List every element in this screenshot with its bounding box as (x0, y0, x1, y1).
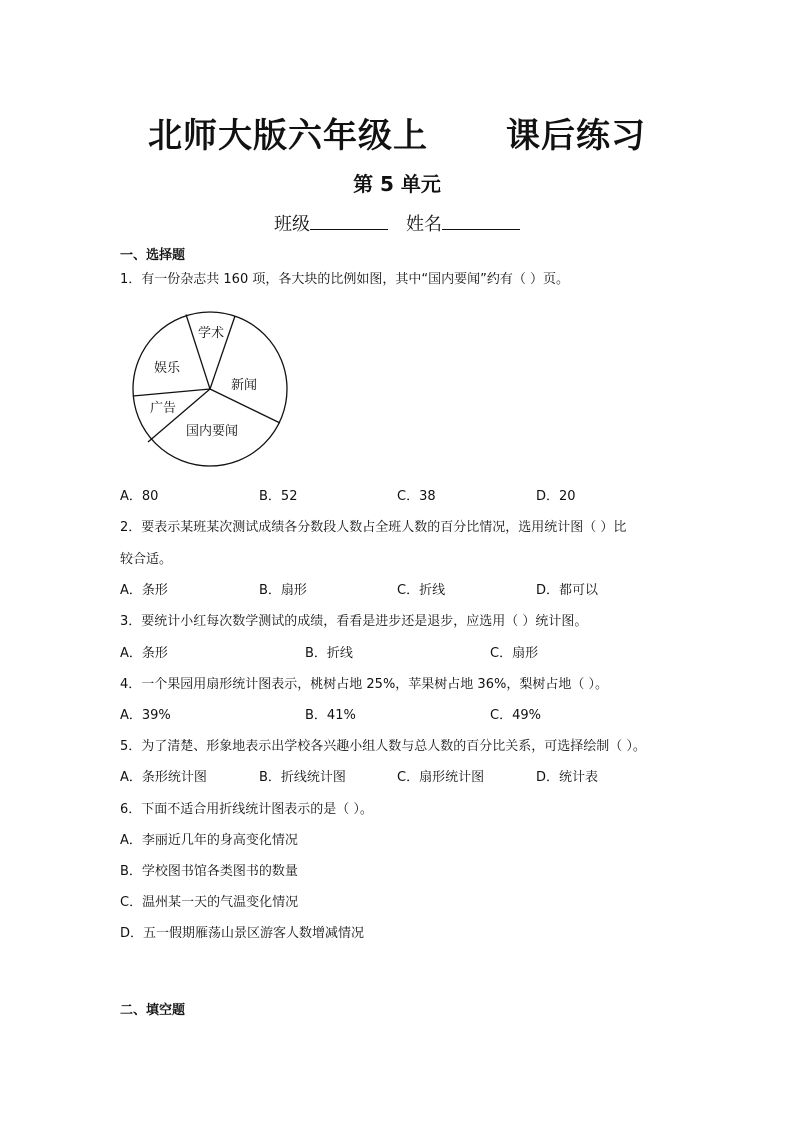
class-label: 班级 (274, 214, 310, 235)
q5-option-c[interactable]: C．扇形统计图 (397, 770, 485, 785)
q3-option-a[interactable]: A．条形 (120, 646, 168, 661)
question-1: 1．有一份杂志共 160 项，各大块的比例如图，其中“国内要闻”约有（ ）页。 (120, 272, 569, 287)
q5-option-d[interactable]: D．统计表 (536, 770, 599, 785)
title-right: 课后练习 (506, 116, 646, 156)
q5-option-a[interactable]: A．条形统计图 (120, 770, 207, 785)
q6-option-a[interactable]: A．李丽近几年的身高变化情况 (120, 833, 298, 848)
pie-label-news: 新闻 (231, 378, 258, 393)
q2-option-c[interactable]: C．折线 (397, 583, 446, 598)
question-2-line-1: 2．要表示某班某次测试成绩各分数段人数占全班人数的百分比情况，选用统计图（ ）比 (120, 520, 627, 535)
q4-option-b[interactable]: B．41% (305, 708, 356, 723)
question-4: 4．一个果园用扇形统计图表示，桃树占地 25%，苹果树占地 36%，梨树占地（ ）。 (120, 677, 608, 692)
question-5: 5．为了清楚、形象地表示出学校各兴趣小组人数与总人数的百分比关系，可选择绘制（ ）。 (120, 739, 646, 754)
q4-option-c[interactable]: C．49% (490, 708, 541, 723)
pie-label-academic: 学术 (198, 326, 225, 341)
q6-option-c[interactable]: C．温州某一天的气温变化情况 (120, 895, 299, 910)
name-blank[interactable] (442, 211, 520, 230)
question-2-line-2: 较合适。 (120, 552, 173, 567)
pie-divider-5 (133, 389, 210, 396)
section-choice-heading: 一、选择题 (120, 248, 186, 263)
class-name-line (0, 210, 794, 236)
unit-subtitle: 第 5 单元 (353, 172, 441, 196)
q6-option-d[interactable]: D．五一假期雁荡山景区游客人数增减情况 (120, 926, 365, 941)
question-6: 6．下面不适合用折线统计图表示的是（ ）。 (120, 802, 373, 817)
q4-option-a[interactable]: A．39% (120, 708, 171, 723)
q3-option-b[interactable]: B．折线 (305, 646, 353, 661)
q1-option-b[interactable]: B．52 (259, 489, 298, 504)
q1-option-d[interactable]: D．20 (536, 489, 576, 504)
pie-label-ads: 广告 (150, 401, 177, 416)
q1-option-c[interactable]: C．38 (397, 489, 436, 504)
section-fill-heading: 二、填空题 (120, 1003, 186, 1018)
q3-option-c[interactable]: C．扇形 (490, 646, 539, 661)
q6-option-b[interactable]: B．学校图书馆各类图书的数量 (120, 864, 298, 879)
question-3: 3．要统计小红每次数学测试的成绩，看看是进步还是退步，应选用（ ）统计图。 (120, 614, 588, 629)
q2-option-b[interactable]: B．扇形 (259, 583, 307, 598)
q1-option-a[interactable]: A．80 (120, 489, 159, 504)
pie-label-entertainment: 娱乐 (154, 361, 181, 376)
pie-divider-3 (210, 389, 280, 423)
q2-option-a[interactable]: A．条形 (120, 583, 168, 598)
name-label: 姓名 (406, 214, 442, 235)
q5-option-b[interactable]: B．折线统计图 (259, 770, 346, 785)
q2-option-d[interactable]: D．都可以 (536, 583, 599, 598)
class-blank[interactable] (310, 211, 388, 230)
pie-label-domestic: 国内要闻 (186, 424, 239, 439)
title-left: 北师大版六年级上 (148, 116, 428, 156)
page-title (0, 108, 794, 157)
pie-chart (128, 308, 298, 472)
